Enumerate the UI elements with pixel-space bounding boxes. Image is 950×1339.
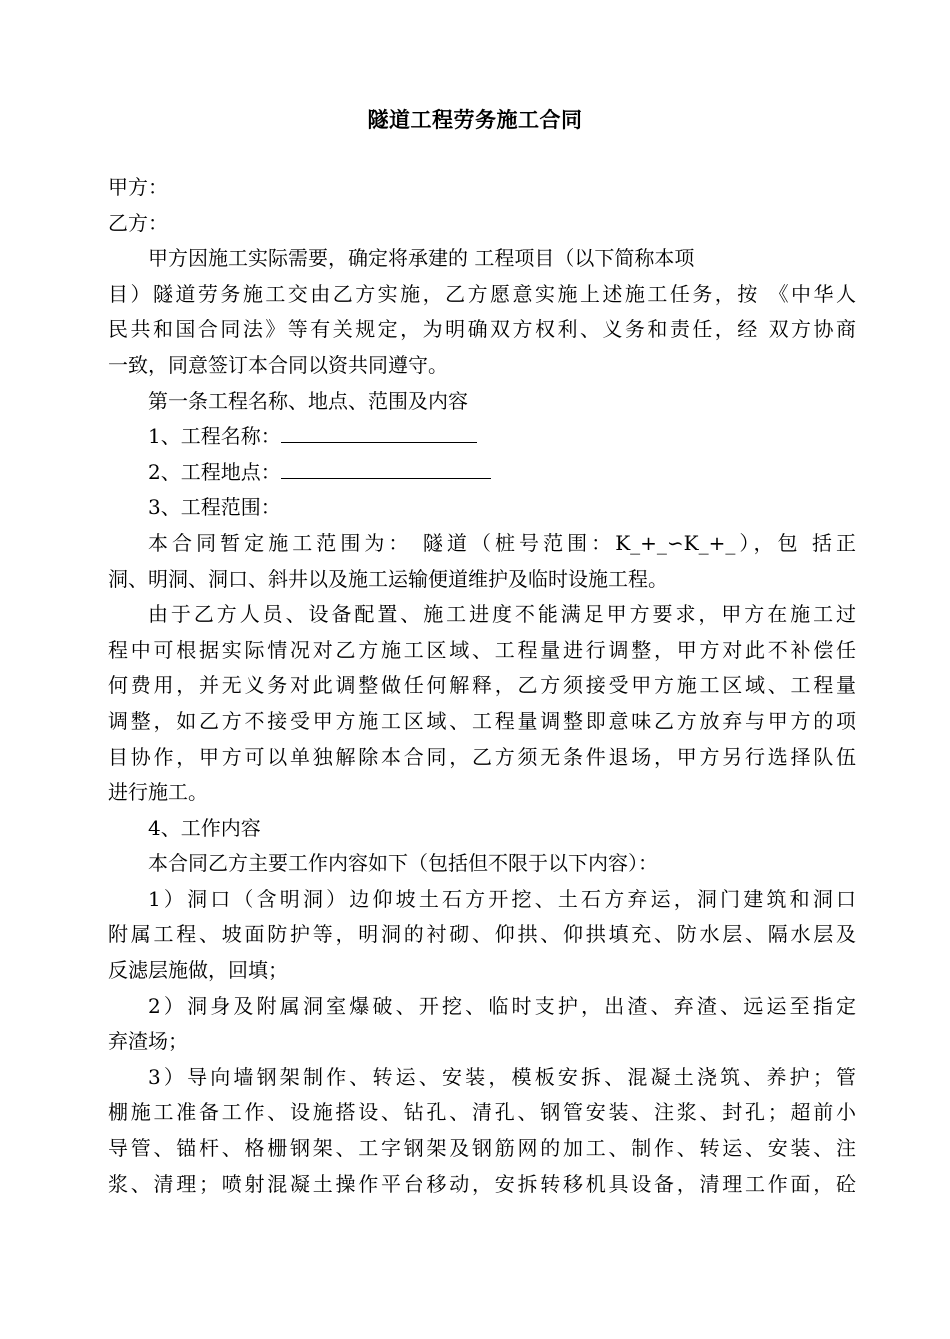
article1-heading: 第一条工程名称、地点、范围及内容 (148, 388, 468, 413)
adjust-line-2: 程中可根据实际情况对乙方施工区域、工程量进行调整，甲方对此不补偿任 (108, 637, 856, 662)
project-name-blank (281, 420, 477, 443)
adjust-line-3: 何费用，并无义务对此调整做任何解释，乙方须接受甲方施工区域、工程量 (108, 673, 856, 698)
work1-line-3: 反滤层施做，回填； (108, 958, 288, 983)
document-title: 隧道工程劳务施工合同 (367, 107, 583, 132)
document-body (108, 170, 856, 1202)
item1-label: 1、工程名称： (148, 424, 281, 449)
work2-line-1: 2）洞身及附属洞室爆破、开挖、临时支护，出渣、弃渣、远运至指定 (148, 993, 856, 1018)
work3-line-3: 导管、锚杆、格栅钢架、工字钢架及钢筋网的加工、制作、转运、安装、注 (108, 1136, 856, 1161)
project-location-blank (281, 456, 491, 479)
item2-label: 2、工程地点： (148, 459, 281, 484)
intro-line-4: 一致，同意签订本合同以资共同遵守。 (108, 352, 448, 377)
work3-line-2: 棚施工准备工作、设施搭设、钻孔、清孔、钢管安装、注浆、封孔；超前小 (108, 1100, 856, 1125)
adjust-line-5: 目协作，甲方可以单独解除本合同，乙方须无条件退场，甲方另行选择队伍 (108, 744, 856, 769)
item3-label: 3、工程范围： (148, 495, 281, 520)
scope-line-1: 本合同暂定施工范围为： 隧道（桩号范围：K_+_∽K_+_），包 括正 (148, 530, 856, 555)
party-b-label: 乙方： (108, 210, 168, 235)
work-intro: 本合同乙方主要工作内容如下（包括但不限于以下内容）： (148, 851, 658, 876)
work1-line-1: 1）洞口（含明洞）边仰坡土石方开挖、土石方弃运，洞门建筑和洞口 (148, 886, 856, 911)
intro-line-2: 目）隧道劳务施工交由乙方实施，乙方愿意实施上述施工任务，按 《中华人 (108, 281, 856, 306)
intro-line-3: 民共和国合同法》等有关规定，为明确双方权利、义务和责任，经 双方协商 (108, 317, 856, 342)
adjust-line-4: 调整，如乙方不接受甲方施工区域、工程量调整即意味乙方放弃与甲方的项 (108, 708, 856, 733)
work1-line-2: 附属工程、坡面防护等，明洞的衬砌、仰拱、仰拱填充、防水层、隔水层及 (108, 922, 856, 947)
item2-row (108, 455, 856, 491)
work2-line-2: 弃渣场； (108, 1029, 188, 1054)
adjust-line-1: 由于乙方人员、设备配置、施工进度不能满足甲方要求，甲方在施工过 (148, 602, 856, 627)
item1-row (108, 419, 856, 455)
scope-line-2: 洞、明洞、洞口、斜井以及施工运输便道维护及临时设施工程。 (108, 566, 668, 591)
adjust-line-6: 进行施工。 (108, 780, 208, 805)
work3-line-1: 3）导向墙钢架制作、转运、安装，模板安拆、混凝土浇筑、养护；管 (148, 1064, 856, 1089)
intro-line-1: 甲方因施工实际需要，确定将承建的 工程项目（以下简称本项 (148, 246, 695, 271)
work3-line-4: 浆、清理；喷射混凝土操作平台移动，安拆转移机具设备，清理工作面，砼 (108, 1171, 856, 1196)
party-a-label: 甲方： (108, 175, 168, 199)
item4-label: 4、工作内容 (148, 815, 261, 840)
